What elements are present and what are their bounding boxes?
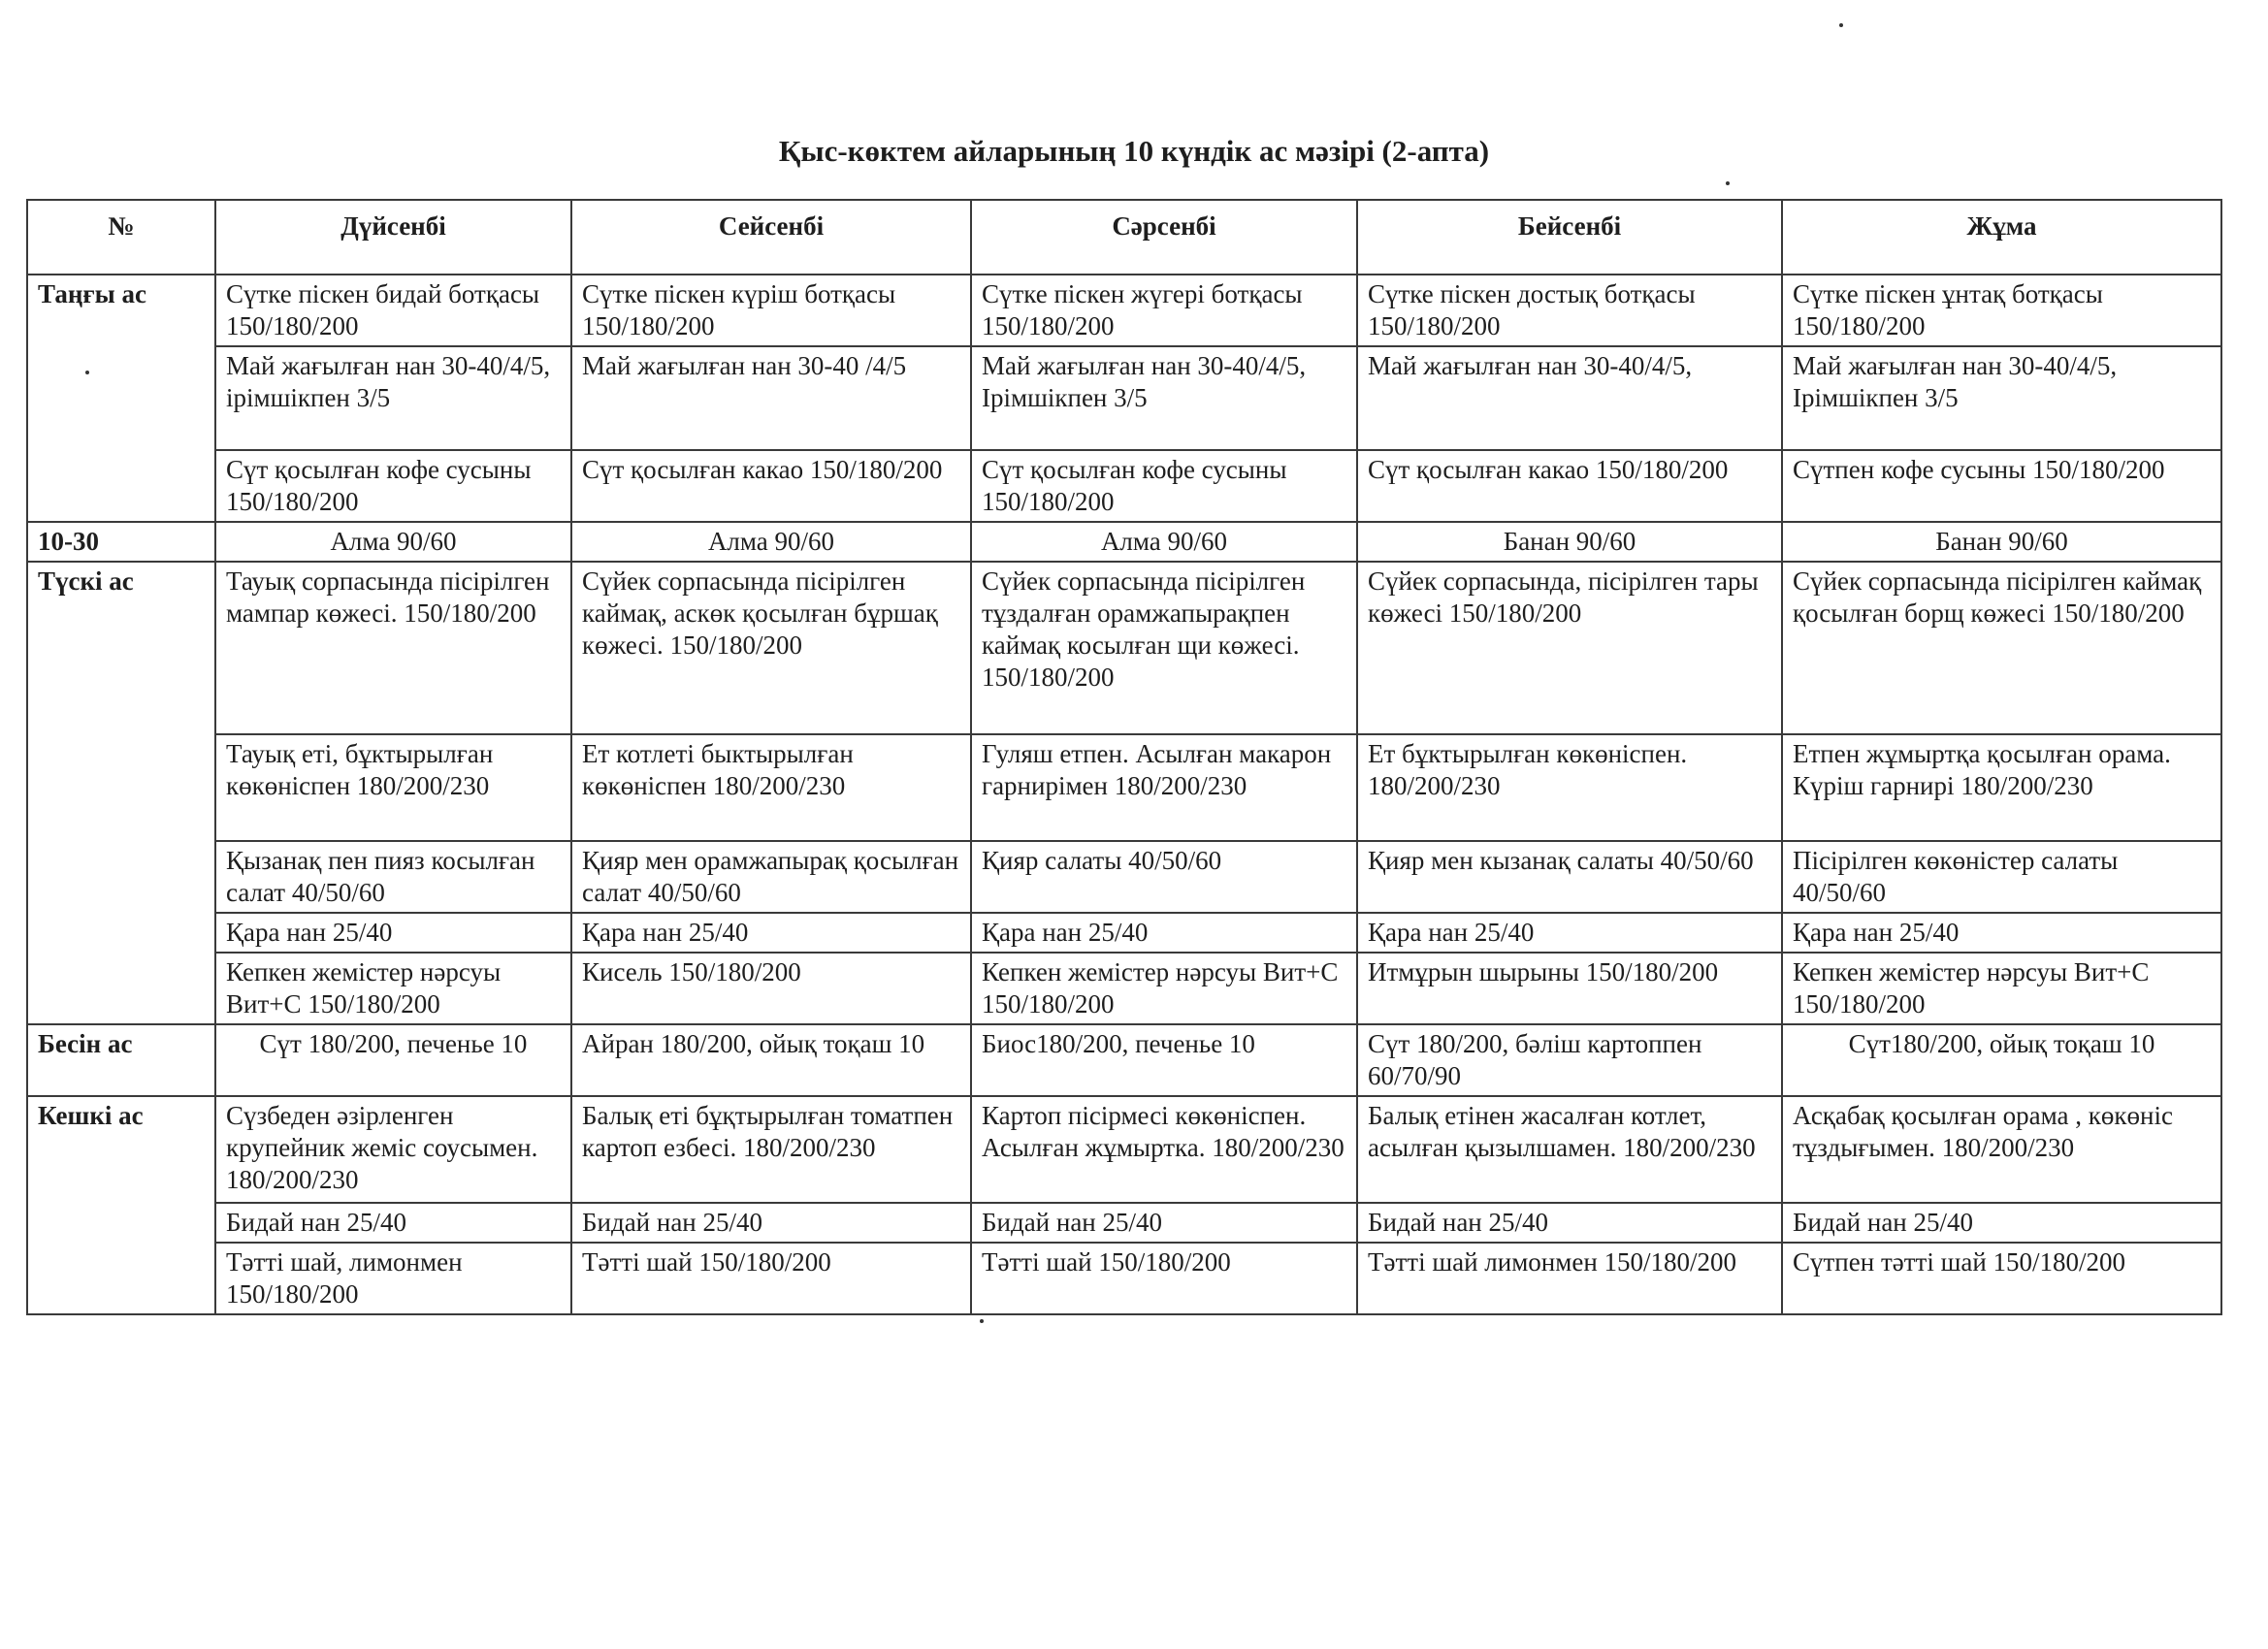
table-cell: Алма 90/60 [971,522,1357,562]
table-cell: Сүтпен тәтті шай 150/180/200 [1782,1243,2221,1314]
table-cell: Кисель 150/180/200 [571,953,971,1024]
table-cell: Етпен жұмыртқа қосылған орама. Күріш гарнирі 180/200/230 [1782,734,2221,841]
table-cell: Балық етінен жасалған котлет, асылған қызылшамен. 180/200/230 [1357,1096,1782,1203]
table-row [27,953,2221,1024]
table-cell: Сүт қосылған какао 150/180/200 [1357,450,1782,522]
table-cell: Сүтке піскен күріш ботқасы 150/180/200 [571,275,971,346]
table-cell: Сүйек сорпасында, пісірілген тары көжесі 150/180/200 [1357,562,1782,734]
table-cell: Тәтті шай лимонмен 150/180/200 [1357,1243,1782,1314]
table-cell: Қияр салаты 40/50/60 [971,841,1357,913]
table-row [27,1024,2221,1096]
table-cell: Қияр мен орамжапырақ қосылған салат 40/50/60 [571,841,971,913]
table-cell: Сүт қосылған какао 150/180/200 [571,450,971,522]
table-cell: Картоп пісірмесі көкөніспен. Асылған жұмыртка. 180/200/230 [971,1096,1357,1203]
meal-label-snack: 10-30 [27,522,215,562]
table-cell: Тәтті шай, лимонмен 150/180/200 [215,1243,571,1314]
table-cell: Қияр мен кызанақ салаты 40/50/60 [1357,841,1782,913]
table-row [27,562,2221,734]
table-cell: Май жағылған нан 30-40/4/5, Ірімшікпен 3/5 [971,346,1357,450]
table-cell: Қара нан 25/40 [1357,913,1782,953]
table-cell: Май жағылған нан 30-40 /4/5 [571,346,971,450]
table-cell: Банан 90/60 [1782,522,2221,562]
header-friday: Жұма [1782,200,2221,275]
table-cell: Кепкен жемістер нәрсуы Вит+С 150/180/200 [1782,953,2221,1024]
table-cell: Сүтке піскен достық ботқасы 150/180/200 [1357,275,1782,346]
table-cell: Қара нан 25/40 [215,913,571,953]
meal-label-lunch: Түскі ас [27,562,215,1024]
table-cell: Сүйек сорпасында пісірілген каймақ қосылған борщ көжесі 150/180/200 [1782,562,2221,734]
menu-table [26,199,2222,1315]
header-row [27,200,2221,275]
table-row [27,275,2221,346]
table-row [27,1203,2221,1243]
meal-label-breakfast: Таңғы ас [27,275,215,522]
table-cell: Тәтті шай 150/180/200 [971,1243,1357,1314]
table-cell: Балық еті бұқтырылған томатпен картоп езбесі. 180/200/230 [571,1096,971,1203]
table-cell: Кепкен жемістер нәрсуы Вит+С 150/180/200 [971,953,1357,1024]
table-cell: Тауық сорпасында пісірілген мампар көжесі. 150/180/200 [215,562,571,734]
table-cell: Сүзбеден әзірленген крупейник жеміс соусымен. 180/200/230 [215,1096,571,1203]
table-cell: Асқабақ қосылған орама , көкөніс тұздығымен. 180/200/230 [1782,1096,2221,1203]
table-cell: Пісірілген көкөністер салаты 40/50/60 [1782,841,2221,913]
table-cell: Сүт қосылған кофе сусыны 150/180/200 [971,450,1357,522]
table-cell: Май жағылған нан 30-40/4/5, [1357,346,1782,450]
meal-label-dinner: Кешкі ас [27,1096,215,1314]
table-row [27,841,2221,913]
table-cell: Сүт 180/200, печенье 10 [215,1024,571,1096]
table-cell: Қара нан 25/40 [1782,913,2221,953]
table-cell: Айран 180/200, ойық тоқаш 10 [571,1024,971,1096]
table-cell: Ет котлеті быктырылған көкөніспен 180/200/230 [571,734,971,841]
table-cell: Банан 90/60 [1357,522,1782,562]
table-cell: Сүтпен кофе сусыны 150/180/200 [1782,450,2221,522]
table-cell: Сүтке піскен жүгері ботқасы 150/180/200 [971,275,1357,346]
table-row [27,522,2221,562]
table-cell: Қызанақ пен пияз косылған салат 40/50/60 [215,841,571,913]
table-cell: Итмұрын шырыны 150/180/200 [1357,953,1782,1024]
table-cell: Гуляш етпен. Асылған макарон гарнирімен 180/200/230 [971,734,1357,841]
header-thursday: Бейсенбі [1357,200,1782,275]
page-title: Қыс-көктем айларының 10 күндік ас мәзірі (2-апта) [778,134,1490,168]
table-cell: Алма 90/60 [215,522,571,562]
table-cell: Бидай нан 25/40 [1357,1203,1782,1243]
table-cell: Биос180/200, печенье 10 [971,1024,1357,1096]
header-number: № [27,200,215,275]
table-cell: Ет бұктырылған көкөніспен. 180/200/230 [1357,734,1782,841]
table-cell: Тауық еті, бұктырылған көкөніспен 180/200/230 [215,734,571,841]
table-cell: Қара нан 25/40 [971,913,1357,953]
table-row [27,913,2221,953]
table-row [27,1243,2221,1314]
scan-speck [85,371,89,374]
table-cell: Сүтке піскен бидай ботқасы 150/180/200 [215,275,571,346]
meal-label-afternoon: Бесін ас [27,1024,215,1096]
table-row [27,1096,2221,1203]
table-cell: Бидай нан 25/40 [971,1203,1357,1243]
table-cell: Тәтті шай 150/180/200 [571,1243,971,1314]
table-cell: Кепкен жемістер нәрсуы Вит+С 150/180/200 [215,953,571,1024]
table-cell: Сүйек сорпасында пісірілген тұздалған орамжапырақпен каймақ косылған щи көжесі. 150/180/200 [971,562,1357,734]
table-row [27,734,2221,841]
header-monday: Дүйсенбі [215,200,571,275]
table-row [27,450,2221,522]
table-cell: Алма 90/60 [571,522,971,562]
table-cell: Май жағылған нан 30-40/4/5, ірімшікпен 3/5 [215,346,571,450]
table-cell: Сүт 180/200, бәліш картоппен 60/70/90 [1357,1024,1782,1096]
scan-speck [1839,23,1843,27]
table-cell: Бидай нан 25/40 [571,1203,971,1243]
table-cell: Сүйек сорпасында пісірілген каймақ, аскөк қосылған бұршақ көжесі. 150/180/200 [571,562,971,734]
table-row [27,346,2221,450]
table-cell: Қара нан 25/40 [571,913,971,953]
table-cell: Бидай нан 25/40 [1782,1203,2221,1243]
header-tuesday: Сейсенбі [571,200,971,275]
table-cell: Сүт қосылған кофе сусыны 150/180/200 [215,450,571,522]
scan-speck [1726,181,1730,185]
header-wednesday: Сәрсенбі [971,200,1357,275]
table-cell: Сүтке піскен ұнтақ ботқасы 150/180/200 [1782,275,2221,346]
table-cell: Бидай нан 25/40 [215,1203,571,1243]
table-cell: Сүт180/200, ойық тоқаш 10 [1782,1024,2221,1096]
scan-speck [980,1319,984,1323]
table-cell: Май жағылған нан 30-40/4/5, Ірімшікпен 3/5 [1782,346,2221,450]
